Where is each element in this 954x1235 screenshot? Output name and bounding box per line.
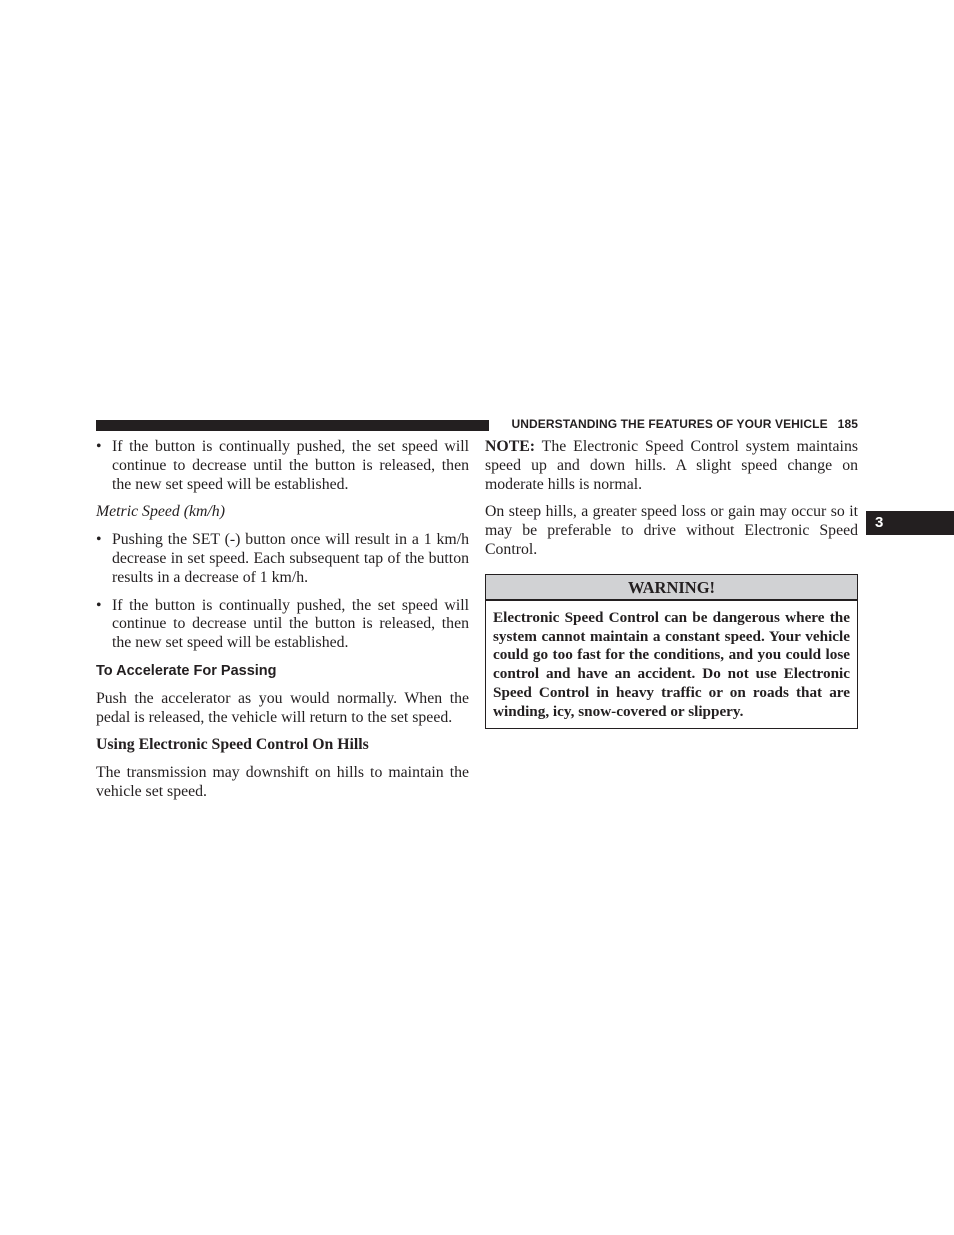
bullet-item: [96, 438, 469, 494]
bullet-text: If the button is continually pushed, the set speed will continue to decrease until the button is released, then the new set speed will be established.: [112, 596, 469, 652]
warning-text: Electronic Speed Control can be dangerous where the system cannot maintain a constant speed. Your vehicle could go too fast for the conditions, and you could lose control and have an accident. Do not use Electronic Speed Control in heavy traffic or on roads that are winding, icy, snow-covered or slippery.: [493, 608, 850, 720]
metric-speed-heading: Metric Speed (km/h): [96, 503, 225, 521]
section-title: UNDERSTANDING THE FEATURES OF YOUR VEHICLE: [511, 417, 828, 431]
passing-heading: To Accelerate For Passing: [96, 662, 277, 679]
passing-paragraph: Push the accelerator as you would normally. When the pedal is released, the vehicle will return to the set speed.: [96, 689, 469, 726]
bullet-icon: •: [96, 531, 102, 549]
running-header: [498, 417, 858, 431]
steep-hills-paragraph: On steep hills, a greater speed loss or gain may occur so it may be preferable to drive without Electronic Speed Control.: [485, 503, 858, 558]
chapter-tab: 3: [866, 511, 954, 535]
warning-box: [485, 574, 858, 729]
bullet-text: If the button is continually pushed, the set speed will continue to decrease until the button is released, then the new set speed will be established.: [112, 438, 469, 493]
bullet-icon: •: [96, 596, 102, 614]
hills-paragraph: The transmission may downshift on hills to maintain the vehicle set speed.: [96, 764, 469, 800]
left-column: [96, 438, 469, 811]
note-label: NOTE:: [485, 438, 536, 455]
hills-heading: Using Electronic Speed Control On Hills: [96, 736, 369, 754]
note-text: The Electronic Speed Control system maintains speed up and down hills. A slight speed change on moderate hills is normal.: [485, 438, 858, 493]
warning-title: WARNING!: [486, 575, 857, 601]
page-number: 185: [837, 417, 858, 431]
header-rule: [96, 420, 489, 431]
bullet-text: Pushing the SET (-) button once will result in a 1 km/h decrease in set speed. Each subsequent tap of the button results in a decrease of 1 km/h.: [112, 531, 469, 586]
right-column: [485, 438, 858, 729]
note-paragraph: [485, 438, 858, 494]
bullet-icon: •: [96, 438, 102, 455]
bullet-item: [96, 597, 469, 653]
bullet-item: [96, 531, 469, 587]
